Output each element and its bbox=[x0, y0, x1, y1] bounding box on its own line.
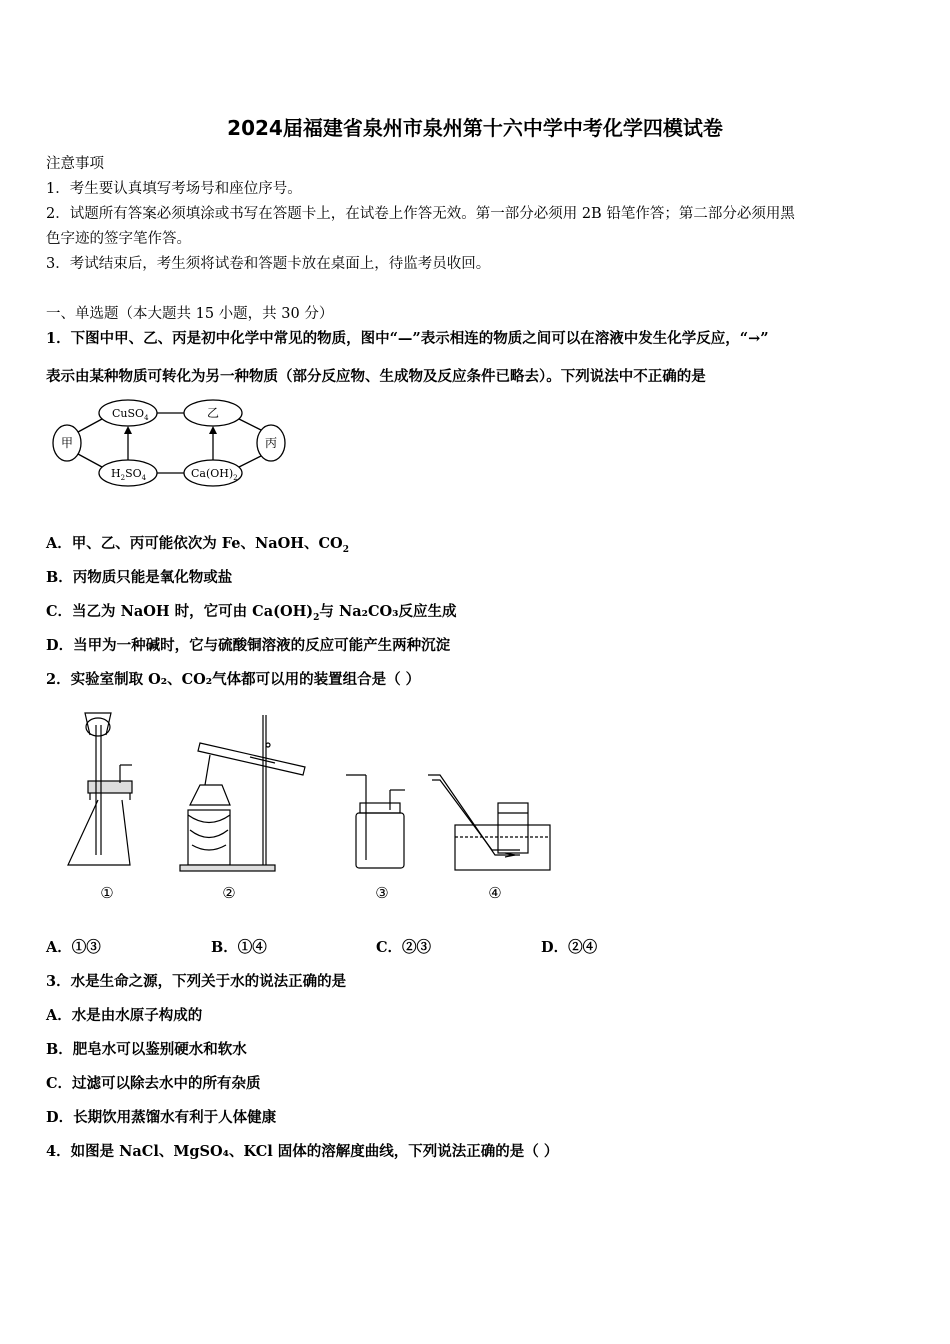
q4-stem: 4．如图是 NaCl、MgSO₄、KCl 固体的溶解度曲线，下列说法正确的是（ ） bbox=[46, 1143, 559, 1160]
page-title: 2024届福建省泉州市泉州第十六中学中考化学四模试卷 bbox=[227, 116, 723, 140]
notice-item: 色字迹的签字笔作答。 bbox=[46, 231, 191, 247]
apparatus-2-heating bbox=[180, 715, 305, 871]
q2-option-a: A．①③ bbox=[46, 939, 101, 956]
q1-stem-line2: 表示由某种物质可转化为另一种物质（部分反应物、生成物及反应条件已略去）。下列说法中不正确的是 bbox=[46, 368, 706, 385]
node-yi: 乙 bbox=[206, 406, 220, 420]
apparatus-label-1: ① bbox=[100, 884, 114, 902]
node-cuso4: CuSO$_4$ bbox=[112, 407, 149, 422]
node-jia: 甲 bbox=[60, 436, 74, 450]
q1-option-a: A．甲、乙、丙可能依次为 Fe、NaOH、$CO_2$ bbox=[46, 535, 349, 555]
node-h2so4: $H_2SO_4$ bbox=[111, 467, 147, 482]
q2-option-c: C．②③ bbox=[376, 939, 432, 956]
q1-option-b: B．丙物质只能是氧化物或盐 bbox=[46, 569, 233, 586]
apparatus-label-2: ② bbox=[222, 884, 236, 902]
q1-stem-line1: 1．下图中甲、乙、丙是初中化学中常见的物质，图中“—”表示相连的物质之间可以在溶液中发生化学反应，“→” bbox=[46, 330, 769, 347]
q3-option-c: C．过滤可以除去水中的所有杂质 bbox=[46, 1075, 261, 1092]
apparatus-1-flask bbox=[68, 713, 132, 865]
q1-option-d: D．当甲为一种碱时，它与硫酸铜溶液的反应可能产生两种沉淀 bbox=[46, 637, 451, 654]
notice-heading: 注意事项 bbox=[46, 156, 104, 172]
apparatus-3-gas-bottle bbox=[346, 775, 405, 868]
q2-stem: 2．实验室制取 O₂、CO₂气体都可以用的装置组合是（ ） bbox=[46, 671, 421, 688]
notice-item: 2．试题所有答案必须填涂或书写在答题卡上，在试卷上作答无效。第一部分必须用 2B 铅笔作答；第二部分必须用黑 bbox=[46, 206, 795, 222]
apparatus-4-water-trough bbox=[428, 775, 550, 870]
section-heading: 一、单选题（本大题共 15 小题，共 30 分） bbox=[46, 306, 334, 322]
q3-stem: 3．水是生命之源，下列关于水的说法正确的是 bbox=[46, 973, 347, 990]
q1-option-c: C．当乙为 NaOH 时，它可由 $Ca(OH)_2$与 Na₂CO₃反应生成 bbox=[46, 603, 457, 623]
q3-option-a: A．水是由水原子构成的 bbox=[46, 1007, 203, 1024]
q3-option-d: D．长期饮用蒸馏水有利于人体健康 bbox=[46, 1109, 277, 1126]
notice-item: 3．考试结束后，考生须将试卷和答题卡放在桌面上，待监考员收回。 bbox=[46, 256, 491, 272]
notice-item: 1．考生要认真填写考场号和座位序号。 bbox=[46, 181, 302, 197]
q3-option-b: B．肥皂水可以鉴别硬水和软水 bbox=[46, 1041, 247, 1058]
apparatus-label-4: ④ bbox=[488, 884, 502, 902]
apparatus-label-3: ③ bbox=[375, 884, 389, 902]
q2-apparatus-figure bbox=[60, 705, 570, 910]
node-caoh2: $Ca(OH)_2$ bbox=[191, 467, 238, 482]
q1-relation-diagram bbox=[50, 395, 290, 495]
node-bing: 丙 bbox=[264, 436, 278, 450]
q2-option-b: B．①④ bbox=[211, 939, 267, 956]
q2-option-d: D．②④ bbox=[541, 939, 598, 956]
